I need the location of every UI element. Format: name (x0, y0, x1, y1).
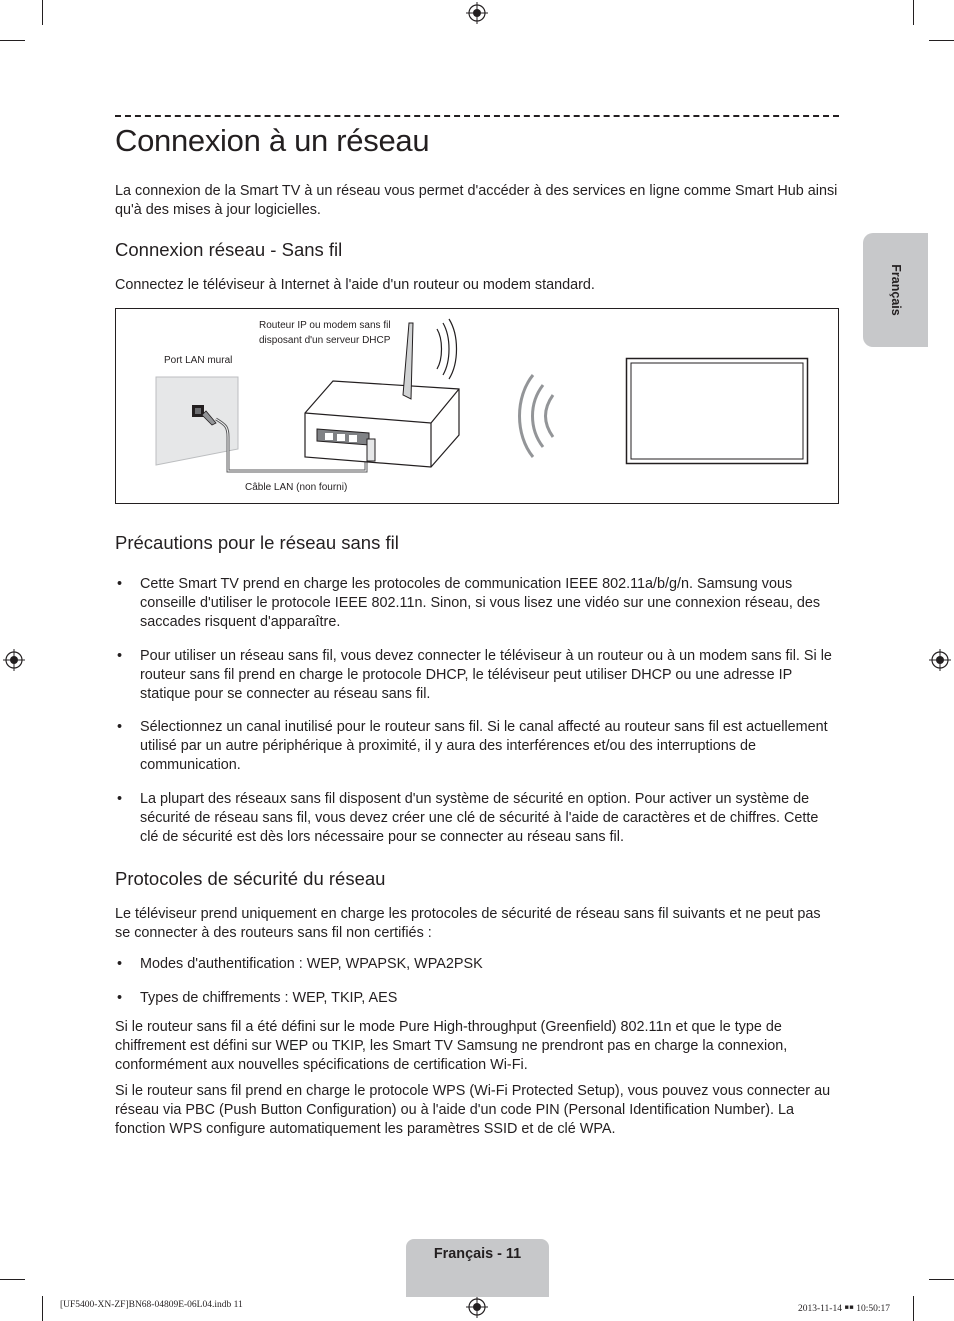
crop-mark (929, 1279, 954, 1280)
bullet-icon: • (117, 990, 123, 1006)
router-label-line2: disposant d'un serveur DHCP (259, 335, 391, 346)
registration-mark-icon (929, 649, 951, 671)
section-heading-precautions: Précautions pour le réseau sans fil (115, 532, 399, 553)
router-icon (299, 317, 464, 469)
registration-mark-icon (466, 2, 488, 24)
crop-mark (913, 0, 914, 25)
intro-paragraph: La connexion de la Smart TV à un réseau vous permet d'accéder à des services en ligne comme Smart Hub ainsi qu'à des mises à jour logicielles. (115, 183, 838, 218)
list-item: • Modes d'authentification : WEP, WPAPSK, WPA2PSK (117, 956, 483, 972)
crop-mark (0, 40, 25, 41)
title-divider (115, 115, 839, 117)
bullet-icon: • (117, 791, 123, 807)
section-heading-wireless: Connexion réseau - Sans fil (115, 239, 343, 260)
list-item: • Types de chiffrements : WEP, TKIP, AES (117, 990, 398, 1006)
bullet-icon: • (117, 576, 123, 592)
page-title: Connexion à un réseau (115, 123, 430, 158)
bullet-icon: • (117, 956, 123, 972)
wall-port-label: Port LAN mural (164, 355, 233, 366)
section-heading-security: Protocoles de sécurité du réseau (115, 868, 386, 889)
footer-file-name: [UF5400-XN-ZF]BN68-04809E-06L04.indb 11 (60, 1300, 243, 1310)
list-item: • Pour utiliser un réseau sans fil, vous devez connecter le téléviseur à un routeur ou à un modem sans fil. Si le routeur sans fil prend en charge le protocole DHCP, le téléviseur peut utiliser DHCP ou une adresse IP statique pour se connecter au réseau sans fil. (117, 648, 832, 702)
bullet-icon: • (117, 719, 123, 735)
security-paragraph-1: Si le routeur sans fil a été défini sur le mode Pure High-throughput (Greenfield) 802.11n et que le type de chiffrement est défini sur WEP ou TKIP, les Smart TV Samsung ne prendront pas en charge la connexion, conformément aux nouvelles spécifications de certification Wi-Fi. (115, 1019, 788, 1073)
registration-mark-icon (3, 649, 25, 671)
page-number: Français - 11 (433, 1246, 522, 1262)
tv-icon (625, 357, 809, 465)
crop-mark (913, 1296, 914, 1321)
router-label-line1: Routeur IP ou modem sans fil (259, 320, 391, 331)
security-intro: Le téléviseur prend uniquement en charge les protocoles de sécurité de réseau sans fil suivants et ne peut pas se connecter à des routeurs sans fil non certifiés : (115, 906, 821, 941)
wifi-signal-icon (511, 371, 561, 461)
cable-label: Câble LAN (non fourni) (245, 482, 348, 493)
crop-mark (0, 1279, 25, 1280)
bullet-icon: • (117, 648, 123, 664)
language-side-tab (863, 233, 928, 347)
registration-mark-icon (466, 1296, 488, 1318)
crop-mark (929, 40, 954, 41)
side-tab-label: Français (888, 264, 903, 316)
footer-timestamp: 2013-11-14 ￭￭ 10:50:17 (797, 1304, 890, 1314)
list-item: • Cette Smart TV prend en charge les protocoles de communication IEEE 802.11a/b/g/n. Samsung vous conseille d'utiliser le protocole IEEE 802.11n. Sinon, si vous lisez une vidéo sur une connexion réseau, des saccades risquent d'apparaître. (117, 576, 821, 630)
network-diagram (115, 308, 839, 504)
crop-mark (42, 1296, 43, 1321)
list-item: • Sélectionnez un canal inutilisé pour le routeur sans fil. Si le canal affecté au routeur sans fil est actuellement utilisé par un autre périphérique à proximité, il y aura des interférences et/ou des interruptions de communication. (117, 719, 828, 773)
security-paragraph-2: Si le routeur sans fil prend en charge le protocole WPS (Wi-Fi Protected Setup), vous pouvez vous connecter au réseau via PBC (Push Button Configuration) ou à l'aide d'un code PIN (Personal Identification Number). La fonction WPS configure automatiquement les paramètres SSID et de clé WPA. (115, 1083, 831, 1137)
wireless-text: Connectez le téléviseur à Internet à l'aide d'un routeur ou modem standard. (115, 277, 595, 293)
list-item: • La plupart des réseaux sans fil disposent d'un système de sécurité en option. Pour activer un système de sécurité de réseau sans fil, vous devez créer une clé de sécurité à l'aide de caractères et de chiffres. Cette clé de sécurité est dès lors nécessaire pour se connecter au réseau sans fil. (117, 791, 819, 845)
crop-mark (42, 0, 43, 25)
page-number-tab (406, 1239, 549, 1297)
